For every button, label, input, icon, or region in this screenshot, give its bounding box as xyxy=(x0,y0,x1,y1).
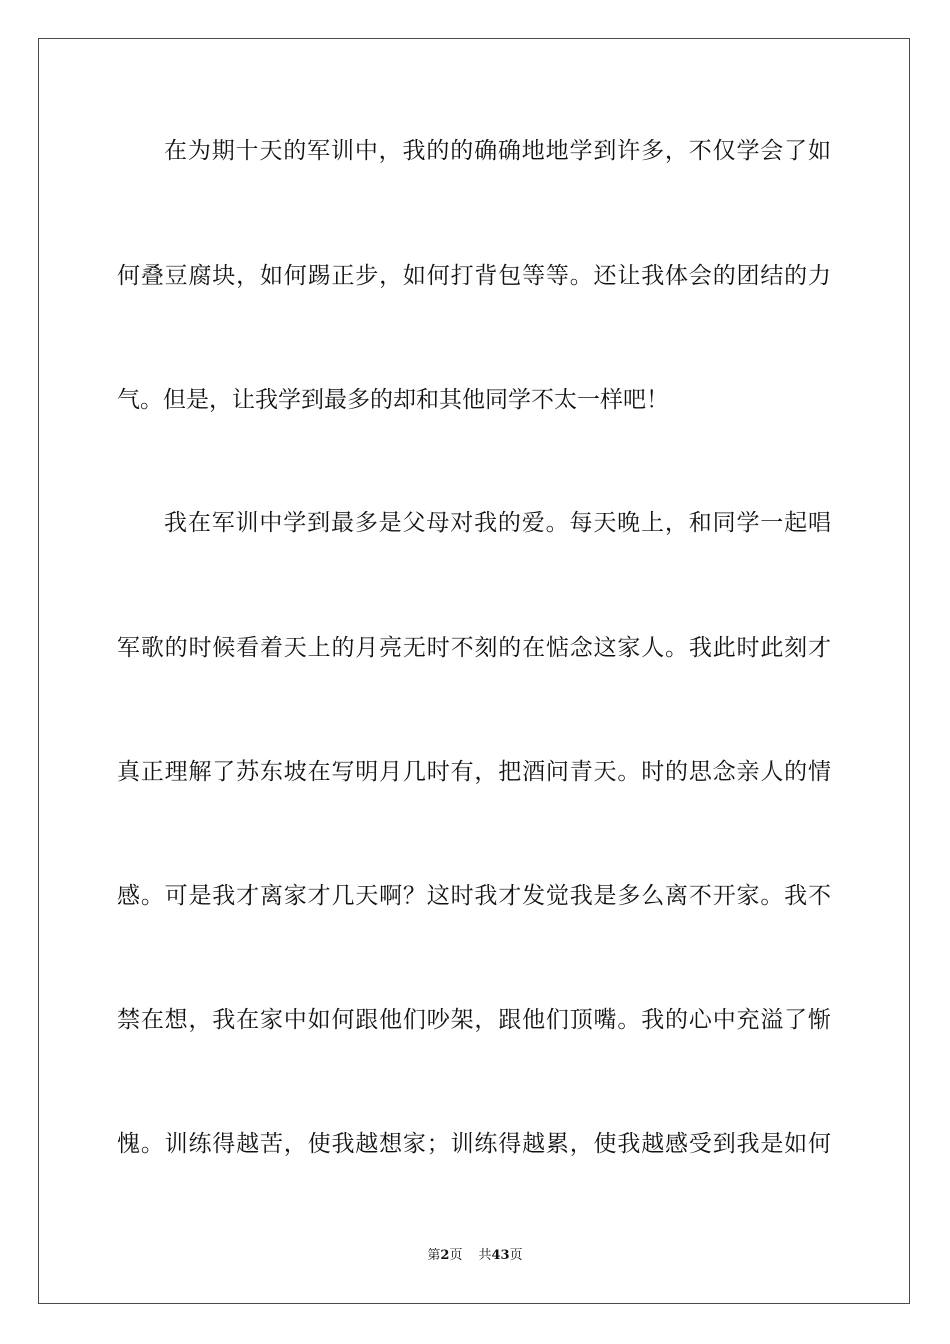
paragraph-2-line-2: 军歌的时候看着天上的月亮无时不刻的在惦念这家人。我此时此刻才 xyxy=(117,635,831,661)
paragraph-2-line-6: 愧。训练得越苦，使我越想家；训练得越累，使我越感受到我是如何 xyxy=(117,1131,831,1157)
page-footer xyxy=(0,1246,950,1266)
paragraph-2-line-1: 我在军训中学到最多是父母对我的爱。每天晚上，和同学一起唱 xyxy=(164,510,831,536)
total-suffix: 页 xyxy=(509,1248,523,1263)
total-pages: 43 xyxy=(491,1248,510,1263)
page-suffix: 页 xyxy=(449,1248,463,1263)
page-prefix: 第 xyxy=(427,1248,441,1263)
paragraph-2-line-3: 真正理解了苏东坡在写明月几时有，把酒问青天。时的思念亲人的情 xyxy=(117,759,831,785)
page-number: 2 xyxy=(440,1248,450,1263)
page-border xyxy=(38,38,910,1304)
paragraph-1-line-2: 何叠豆腐块，如何踢正步，如何打背包等等。还让我体会的团结的力 xyxy=(117,263,831,289)
paragraph-1-line-1: 在为期十天的军训中，我的的确确地地学到许多，不仅学会了如 xyxy=(164,138,831,164)
paragraph-2-line-5: 禁在想，我在家中如何跟他们吵架，跟他们顶嘴。我的心中充溢了惭 xyxy=(117,1007,831,1033)
paragraph-2-line-4: 感。可是我才离家才几天啊？这时我才发觉我是多么离不开家。我不 xyxy=(117,883,831,909)
paragraph-1-line-3: 气。但是，让我学到最多的却和其他同学不太一样吧！ xyxy=(117,387,669,413)
total-prefix: 共 xyxy=(478,1248,492,1263)
